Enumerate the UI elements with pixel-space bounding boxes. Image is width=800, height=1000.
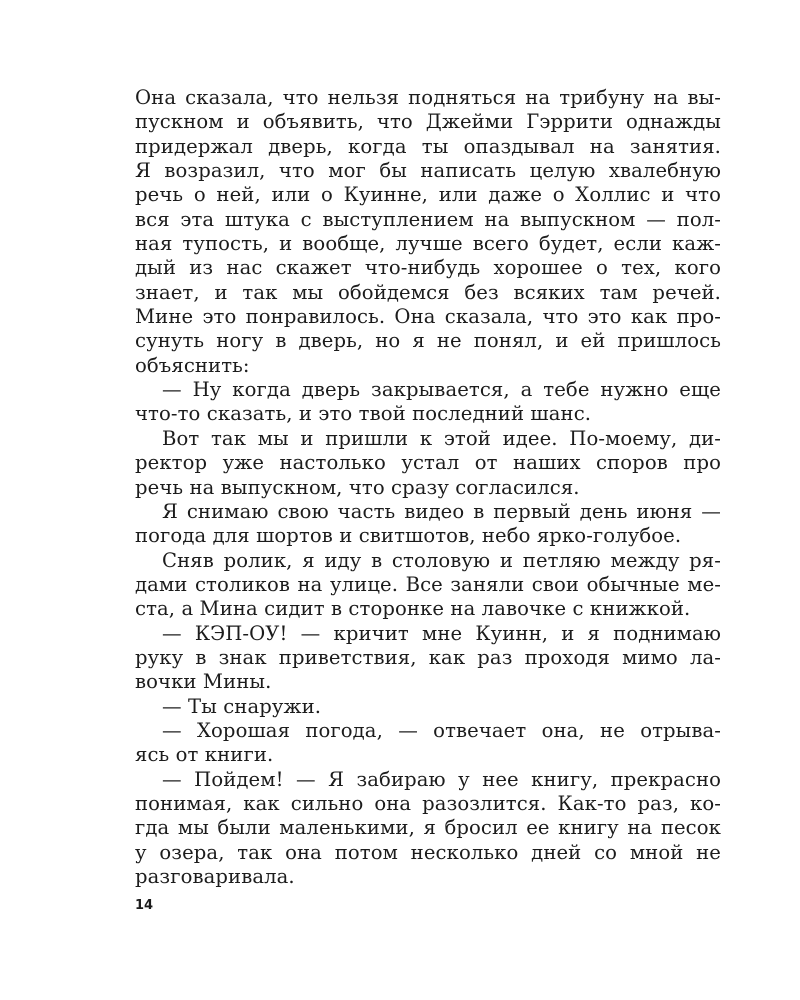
text-line: — Пойдем! — Я забираю у нее книгу, прекрасно bbox=[162, 767, 721, 791]
text-line: Мине это понравилось. Она сказала, что это как про- bbox=[135, 305, 721, 329]
text-line: речь на выпускном, что сразу согласился. bbox=[135, 475, 580, 499]
text-line: Сняв ролик, я иду в столовую и петляю между ря- bbox=[162, 548, 721, 572]
text-line: ная тупость, и вообще, лучше всего будет, если каж- bbox=[135, 232, 721, 256]
text-line: придержал дверь, когда ты опаздывал на занятия. bbox=[135, 134, 721, 158]
text-line: Вот так мы и пришли к этой идее. По-моему, ди- bbox=[162, 426, 721, 450]
text-line: сунуть ногу в дверь, но я не понял, и ей пришлось bbox=[135, 329, 721, 353]
text-line: дый из нас скажет что-нибудь хорошее о тех, кого bbox=[135, 256, 721, 280]
text-line: вочки Мины. bbox=[135, 670, 272, 694]
text-line: — КЭП-ОУ! — кричит мне Куинн, и я поднимаю bbox=[162, 621, 721, 645]
text-line: дами столиков на улице. Все заняли свои обычные ме- bbox=[135, 572, 721, 596]
text-line: ста, а Мина сидит в сторонке на лавочке с книжкой. bbox=[135, 597, 691, 621]
text-line: ясь от книги. bbox=[135, 743, 274, 767]
text-line: речь о ней, или о Куинне, или даже о Холлис и что bbox=[135, 183, 721, 207]
text-line: Я возразил, что мог бы написать целую хвалебную bbox=[135, 159, 721, 183]
text-line: пускном и объявить, что Джейми Гэррити однажды bbox=[135, 110, 721, 134]
text-line: вся эта штука с выступлением на выпускном — пол- bbox=[135, 207, 721, 231]
text-line: — Ну когда дверь закрывается, а тебе нужно еще bbox=[162, 378, 721, 402]
text-line: ректор уже настолько устал от наших споров про bbox=[135, 451, 721, 475]
page-number: 14 bbox=[135, 898, 154, 913]
text-line: гда мы были маленькими, я бросил ее книгу на песок bbox=[135, 816, 721, 840]
text-line: — Ты снаружи. bbox=[162, 694, 322, 718]
text-line: объяснить: bbox=[135, 353, 250, 377]
text-line: — Хорошая погода, — отвечает она, не отрыва- bbox=[162, 718, 721, 742]
body-text bbox=[135, 86, 721, 889]
text-line: понимая, как сильно она разозлится. Как-то раз, ко- bbox=[135, 791, 721, 815]
text-line: руку в знак приветствия, как раз проходя мимо ла- bbox=[135, 645, 721, 669]
text-line: Я снимаю свою часть видео в первый день июня — bbox=[162, 499, 721, 523]
text-line: у озера, так она потом несколько дней со мной не bbox=[135, 840, 721, 864]
text-line: знает, и так мы обойдемся без всяких там речей. bbox=[135, 280, 721, 304]
text-line: Она сказала, что нельзя подняться на трибуну на вы- bbox=[135, 86, 721, 109]
text-line: разговаривала. bbox=[135, 865, 295, 888]
text-line: что-то сказать, и это твой последний шанс. bbox=[135, 402, 592, 426]
text-line: погода для шортов и свитшотов, небо ярко-голубое. bbox=[135, 524, 682, 548]
